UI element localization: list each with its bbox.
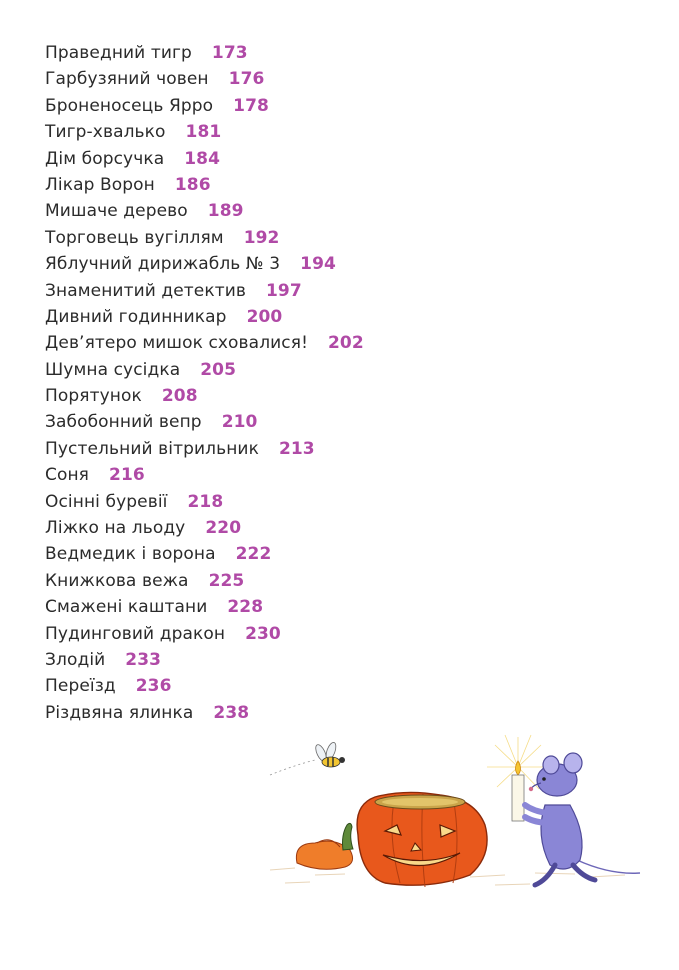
toc-entry-page-number: 181 <box>185 122 222 143</box>
toc-entry-title: Соня <box>45 465 90 486</box>
toc-entry-page-number: 192 <box>243 227 280 248</box>
toc-entry-page-number: 225 <box>208 570 245 591</box>
toc-entry-title: Шумна сусідка <box>45 359 181 380</box>
toc-entry <box>45 383 645 409</box>
toc-entry-title: Злодій <box>45 649 106 670</box>
toc-entry-title: Ліжко на льоду <box>45 518 186 539</box>
table-of-contents <box>45 40 645 726</box>
toc-entry-page-number: 186 <box>174 174 211 195</box>
toc-entry <box>45 647 645 673</box>
toc-entry-title: Книжкова вежа <box>45 570 189 591</box>
toc-entry-page-number: 238 <box>213 702 250 723</box>
toc-entry <box>45 225 645 251</box>
candle-icon <box>512 761 524 821</box>
toc-entry <box>45 436 645 462</box>
toc-entry-title: Знаменитий детектив <box>45 280 246 301</box>
toc-entry-title: Пудинговий дракон <box>45 623 226 644</box>
toc-entry <box>45 515 645 541</box>
toc-entry <box>45 251 645 277</box>
toc-entry <box>45 409 645 435</box>
toc-entry-title: Лікар Ворон <box>45 174 155 195</box>
toc-entry-title: Осінні буревії <box>45 491 168 512</box>
toc-entry <box>45 172 645 198</box>
toc-entry-title: Різдвяна ялинка <box>45 702 194 723</box>
toc-entry <box>45 541 645 567</box>
toc-entry-title: Гарбузяний човен <box>45 69 209 90</box>
toc-entry-title: Яблучний дирижабль № 3 <box>45 254 281 275</box>
toc-entry-title: Смажені каштани <box>45 597 208 618</box>
toc-entry-page-number: 178 <box>233 95 269 116</box>
toc-entry-page-number: 213 <box>278 438 315 459</box>
toc-entry-title: Забобонний вепр <box>45 412 202 433</box>
toc-entry <box>45 594 645 620</box>
toc-entry <box>45 93 645 119</box>
toc-entry-page-number: 233 <box>125 649 162 670</box>
toc-entry <box>45 621 645 647</box>
toc-entry-title: Переїзд <box>45 676 116 697</box>
toc-entry-page-number: 184 <box>184 148 221 169</box>
toc-entry <box>45 278 645 304</box>
toc-entry <box>45 304 645 330</box>
toc-entry <box>45 119 645 145</box>
toc-entry-title: Броненосець Ярро <box>45 95 214 116</box>
toc-entry-page-number: 189 <box>207 201 244 222</box>
toc-entry <box>45 357 645 383</box>
toc-entry-page-number: 197 <box>266 280 302 301</box>
toc-entry-page-number: 218 <box>187 491 224 512</box>
toc-entry <box>45 700 645 726</box>
toc-entry-page-number: 200 <box>246 306 283 327</box>
toc-entry-page-number: 194 <box>300 254 336 275</box>
toc-entry <box>45 198 645 224</box>
toc-entry-page-number: 202 <box>328 333 364 354</box>
toc-entry-title: Дім борсучка <box>45 148 165 169</box>
toc-entry-title: Праведний тигр <box>45 43 192 63</box>
small-pumpkin-icon <box>296 823 353 869</box>
toc-entry-page-number: 208 <box>161 386 198 407</box>
toc-entry-page-number: 216 <box>109 465 145 486</box>
toc-entry-title: Тигр-хвалько <box>45 122 166 143</box>
toc-entry-title: Дивний годинникар <box>45 306 227 327</box>
toc-entry-title: Ведмедик і ворона <box>45 544 216 565</box>
toc-entry <box>45 146 645 172</box>
toc-entry-title: Мишаче дерево <box>45 201 188 222</box>
toc-entry-page-number: 220 <box>205 518 242 539</box>
toc-entry <box>45 462 645 488</box>
pumpkin-icon <box>357 792 487 887</box>
toc-entry <box>45 489 645 515</box>
mouse-icon <box>525 753 640 885</box>
toc-entry-title: Пустельний вітрильник <box>45 438 259 459</box>
toc-entry <box>45 568 645 594</box>
toc-entry <box>45 40 645 66</box>
toc-entry-page-number: 230 <box>245 623 281 644</box>
toc-entry-title: Дев’ятеро мишок сховалися! <box>45 333 308 354</box>
toc-entry-title: Торговець вугіллям <box>45 227 224 248</box>
toc-entry-page-number: 205 <box>200 359 237 380</box>
toc-entry <box>45 66 645 92</box>
toc-entry-page-number: 173 <box>211 43 248 63</box>
toc-entry-page-number: 236 <box>135 676 172 697</box>
toc-entry-page-number: 228 <box>227 597 264 618</box>
toc-entry <box>45 673 645 699</box>
pumpkin-mouse-illustration <box>255 725 655 895</box>
toc-entry-page-number: 176 <box>228 69 265 90</box>
toc-entry-title: Порятунок <box>45 386 142 407</box>
toc-entry-page-number: 222 <box>235 544 272 565</box>
toc-entry-page-number: 210 <box>221 412 258 433</box>
bee-icon <box>270 741 345 775</box>
toc-entry <box>45 330 645 356</box>
